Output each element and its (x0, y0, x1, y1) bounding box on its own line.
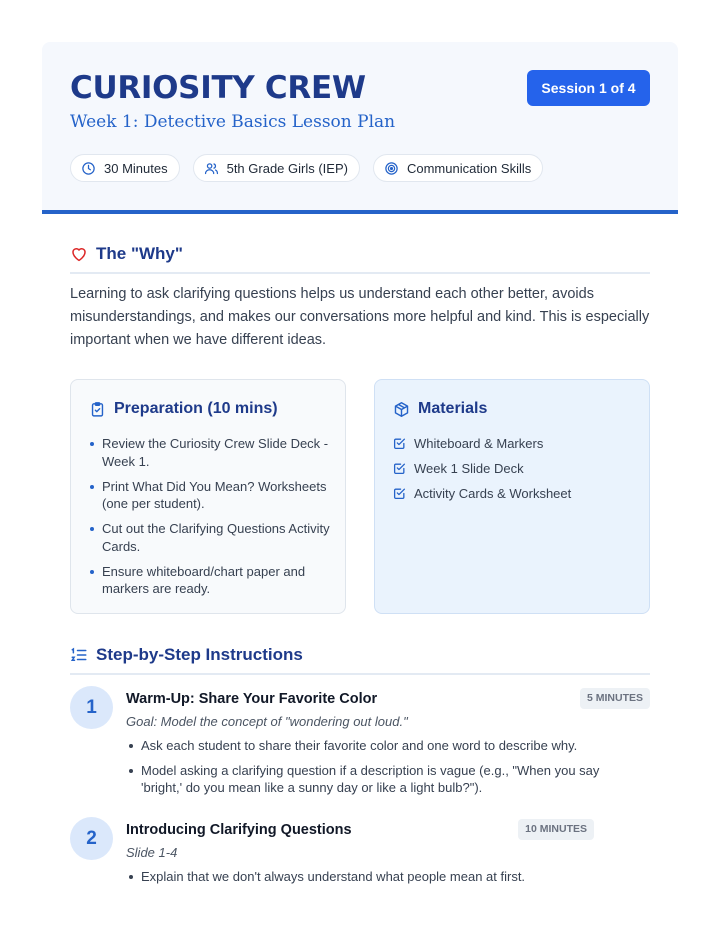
checkbox-checked-icon (393, 437, 406, 450)
section-title: Step-by-Step Instructions (96, 645, 303, 664)
heart-icon (70, 245, 88, 263)
tag-skill (373, 154, 543, 182)
session-badge: Session 1 of 4 (527, 70, 650, 106)
why-paragraph: Learning to ask clarifying questions helps us understand each other better, avoids misunderstandings, and makes our conversations more helpful and kind. This is especially important when we have different ideas. (70, 286, 650, 348)
duration-badge: 5 MINUTES (580, 688, 650, 709)
tag-audience (193, 154, 360, 182)
step-title: Warm-Up: Share Your Favorite Color (126, 691, 378, 707)
card-title: Materials (418, 400, 488, 417)
card-title: Preparation (10 mins) (114, 400, 278, 417)
tag-label: 30 Minutes (104, 160, 168, 176)
list-item (393, 485, 571, 502)
list-item: Explain that we don't always understand what people mean at first. (126, 868, 626, 886)
why-heading (70, 244, 650, 274)
tag-row (70, 154, 543, 182)
materials-heading (393, 400, 487, 418)
list-item (393, 435, 571, 452)
preparation-heading (89, 400, 278, 418)
material-label: Week 1 Slide Deck (414, 461, 524, 476)
list-item: Cut out the Clarifying Questions Activity Cards. (89, 520, 334, 555)
list-item (393, 460, 571, 477)
duration-badge: 10 MINUTES (518, 819, 594, 840)
step-goal: Goal: Model the concept of "wondering out loud." (126, 714, 408, 729)
preparation-card (70, 379, 346, 614)
clock-icon (81, 161, 96, 176)
box-icon (393, 401, 410, 418)
list-item: Print What Did You Mean? Worksheets (one per student). (89, 478, 334, 513)
step-list (126, 868, 626, 893)
instructions-heading (70, 645, 650, 675)
material-label: Whiteboard & Markers (414, 436, 544, 451)
lesson-header (42, 42, 678, 214)
list-item: Model asking a clarifying question if a description is vague (e.g., "When you say 'bright,' do you mean like a sunny day or like a light bulb?"). (126, 762, 626, 797)
materials-list (393, 435, 571, 510)
list-item: Review the Curiosity Crew Slide Deck - Week 1. (89, 435, 334, 470)
users-icon (204, 161, 219, 176)
step-goal: Slide 1-4 (126, 845, 178, 860)
material-label: Activity Cards & Worksheet (414, 486, 572, 501)
page-subtitle: Week 1: Detective Basics Lesson Plan (70, 112, 396, 132)
tag-label: Communication Skills (406, 160, 532, 176)
step-number: 2 (70, 817, 113, 860)
target-icon (384, 161, 399, 176)
checkbox-checked-icon (393, 462, 406, 475)
materials-card (374, 379, 650, 614)
checkbox-checked-icon (393, 487, 406, 500)
section-title: The "Why" (96, 244, 183, 263)
tag-duration (70, 154, 180, 182)
list-item: Ask each student to share their favorite color and one word to describe why. (126, 737, 626, 755)
step-number: 1 (70, 686, 113, 729)
page-title: CURIOSITY CREW (70, 70, 366, 106)
step-list (126, 737, 626, 804)
tag-label: 5th Grade Girls (IEP) (226, 160, 348, 176)
list-item: Ensure whiteboard/chart paper and markers are ready. (89, 563, 334, 598)
list-icon (70, 646, 88, 664)
preparation-list (89, 435, 334, 605)
step-title: Introducing Clarifying Questions (126, 822, 352, 838)
clipboard-icon (89, 401, 106, 418)
